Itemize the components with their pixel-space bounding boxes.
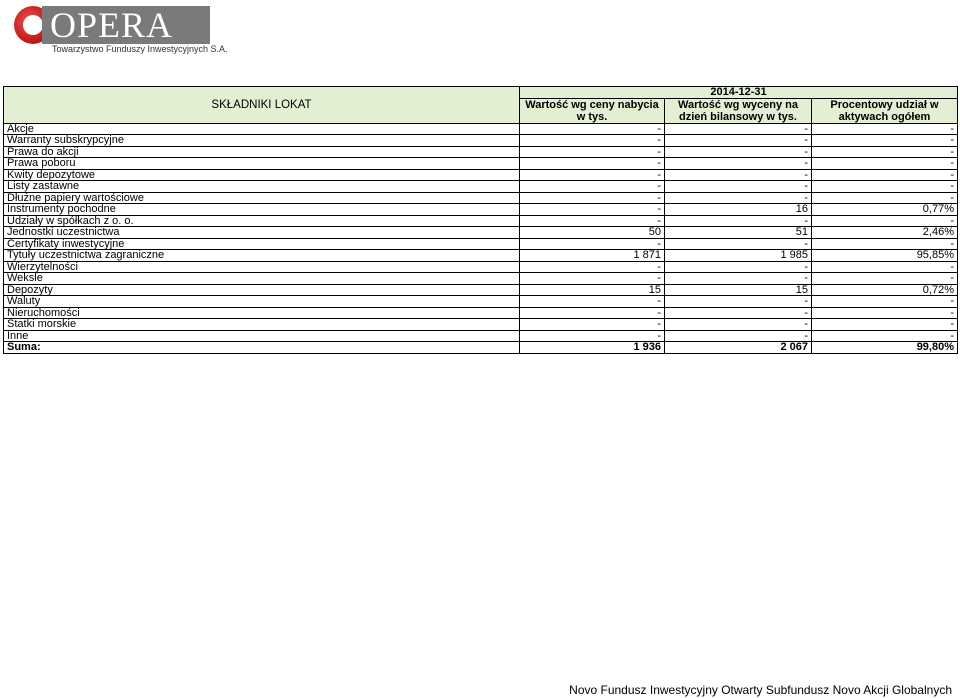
row-label: Nieruchomości: [4, 307, 520, 319]
table-row: [4, 181, 958, 193]
col-header-value: Wartość wg wyceny na dzień bilansowy w tys.: [665, 98, 812, 123]
row-label: Weksle: [4, 273, 520, 285]
row-percent: -: [812, 146, 958, 158]
table-row: [4, 238, 958, 250]
row-cost: -: [520, 307, 665, 319]
logo-subtitle: Towarzystwo Funduszy Inwestycyjnych S.A.: [52, 44, 228, 54]
row-label: Kwity depozytowe: [4, 169, 520, 181]
row-percent: 2,46%: [812, 227, 958, 239]
row-percent: -: [812, 123, 958, 135]
row-label: Waluty: [4, 296, 520, 308]
row-label: Statki morskie: [4, 319, 520, 331]
row-percent: -: [812, 215, 958, 227]
logo-wordmark: OPERA: [42, 6, 210, 44]
row-value: -: [665, 181, 812, 193]
row-cost: 1 871: [520, 250, 665, 262]
footer-fund-name: Novo Fundusz Inwestycyjny Otwarty Subfundusz Novo Akcji Globalnych: [569, 683, 952, 697]
row-cost: -: [520, 123, 665, 135]
table-row: [4, 284, 958, 296]
row-label: Udziały w spółkach z o. o.: [4, 215, 520, 227]
row-cost: -: [520, 158, 665, 170]
row-cost: -: [520, 261, 665, 273]
row-cost: -: [520, 146, 665, 158]
row-value: 15: [665, 284, 812, 296]
row-value: -: [665, 307, 812, 319]
row-value: -: [665, 135, 812, 147]
row-value: -: [665, 123, 812, 135]
row-cost: -: [520, 273, 665, 285]
table-row: [4, 261, 958, 273]
row-value: -: [665, 238, 812, 250]
row-percent: 0,72%: [812, 284, 958, 296]
row-percent: -: [812, 238, 958, 250]
row-value: -: [665, 273, 812, 285]
table-row: [4, 158, 958, 170]
row-value: -: [665, 319, 812, 331]
row-value: -: [665, 296, 812, 308]
row-cost: 50: [520, 227, 665, 239]
table-row: [4, 215, 958, 227]
row-percent: -: [812, 135, 958, 147]
total-percent: 99,80%: [812, 342, 958, 354]
table-row: [4, 204, 958, 216]
row-cost: -: [520, 215, 665, 227]
row-label: Dłużne papiery wartościowe: [4, 192, 520, 204]
row-percent: -: [812, 192, 958, 204]
row-cost: -: [520, 296, 665, 308]
total-label: Suma:: [4, 342, 520, 354]
row-cost: 15: [520, 284, 665, 296]
row-percent: -: [812, 319, 958, 331]
row-percent: -: [812, 307, 958, 319]
table-row: [4, 307, 958, 319]
table-row: [4, 146, 958, 158]
col-header-percent: Procentowy udział w aktywach ogółem: [812, 98, 958, 123]
date-header: 2014-12-31: [520, 87, 958, 99]
row-percent: -: [812, 169, 958, 181]
row-label: Wierzytelności: [4, 261, 520, 273]
row-value: -: [665, 169, 812, 181]
row-value: -: [665, 261, 812, 273]
row-value: -: [665, 330, 812, 342]
row-percent: -: [812, 273, 958, 285]
table-row: [4, 273, 958, 285]
row-percent: -: [812, 158, 958, 170]
row-percent: -: [812, 181, 958, 193]
row-label: Listy zastawne: [4, 181, 520, 193]
total-cost: 1 936: [520, 342, 665, 354]
row-percent: -: [812, 330, 958, 342]
row-label: Prawa poboru: [4, 158, 520, 170]
assets-table: [3, 86, 958, 354]
row-label: Inne: [4, 330, 520, 342]
row-label: Jednostki uczestnictwa: [4, 227, 520, 239]
total-value: 2 067: [665, 342, 812, 354]
row-percent: 95,85%: [812, 250, 958, 262]
row-cost: -: [520, 135, 665, 147]
row-value: 16: [665, 204, 812, 216]
row-value: -: [665, 158, 812, 170]
row-label: Depozyty: [4, 284, 520, 296]
row-cost: -: [520, 181, 665, 193]
row-value: 51: [665, 227, 812, 239]
table-row: [4, 319, 958, 331]
total-row: [4, 342, 958, 354]
col-header-cost: Wartość wg ceny nabycia w tys.: [520, 98, 665, 123]
opera-logo: [14, 4, 228, 54]
table-body: [4, 123, 958, 342]
row-label: Akcje: [4, 123, 520, 135]
section-header: SKŁADNIKI LOKAT: [4, 87, 520, 124]
row-cost: -: [520, 192, 665, 204]
row-percent: -: [812, 261, 958, 273]
row-label: Instrumenty pochodne: [4, 204, 520, 216]
row-cost: -: [520, 169, 665, 181]
table-row: [4, 330, 958, 342]
row-cost: -: [520, 319, 665, 331]
row-label: Tytuły uczestnictwa zagraniczne: [4, 250, 520, 262]
row-percent: -: [812, 296, 958, 308]
row-value: -: [665, 215, 812, 227]
row-label: Certyfikaty inwestycyjne: [4, 238, 520, 250]
row-label: Prawa do akcji: [4, 146, 520, 158]
row-percent: 0,77%: [812, 204, 958, 216]
table-row: [4, 135, 958, 147]
row-value: -: [665, 146, 812, 158]
row-cost: -: [520, 204, 665, 216]
row-value: -: [665, 192, 812, 204]
row-value: 1 985: [665, 250, 812, 262]
table-row: [4, 169, 958, 181]
table-row: [4, 123, 958, 135]
table-row: [4, 192, 958, 204]
table-row: [4, 250, 958, 262]
table-row: [4, 296, 958, 308]
table-row: [4, 227, 958, 239]
row-cost: -: [520, 238, 665, 250]
row-cost: -: [520, 330, 665, 342]
row-label: Warranty subskrypcyjne: [4, 135, 520, 147]
